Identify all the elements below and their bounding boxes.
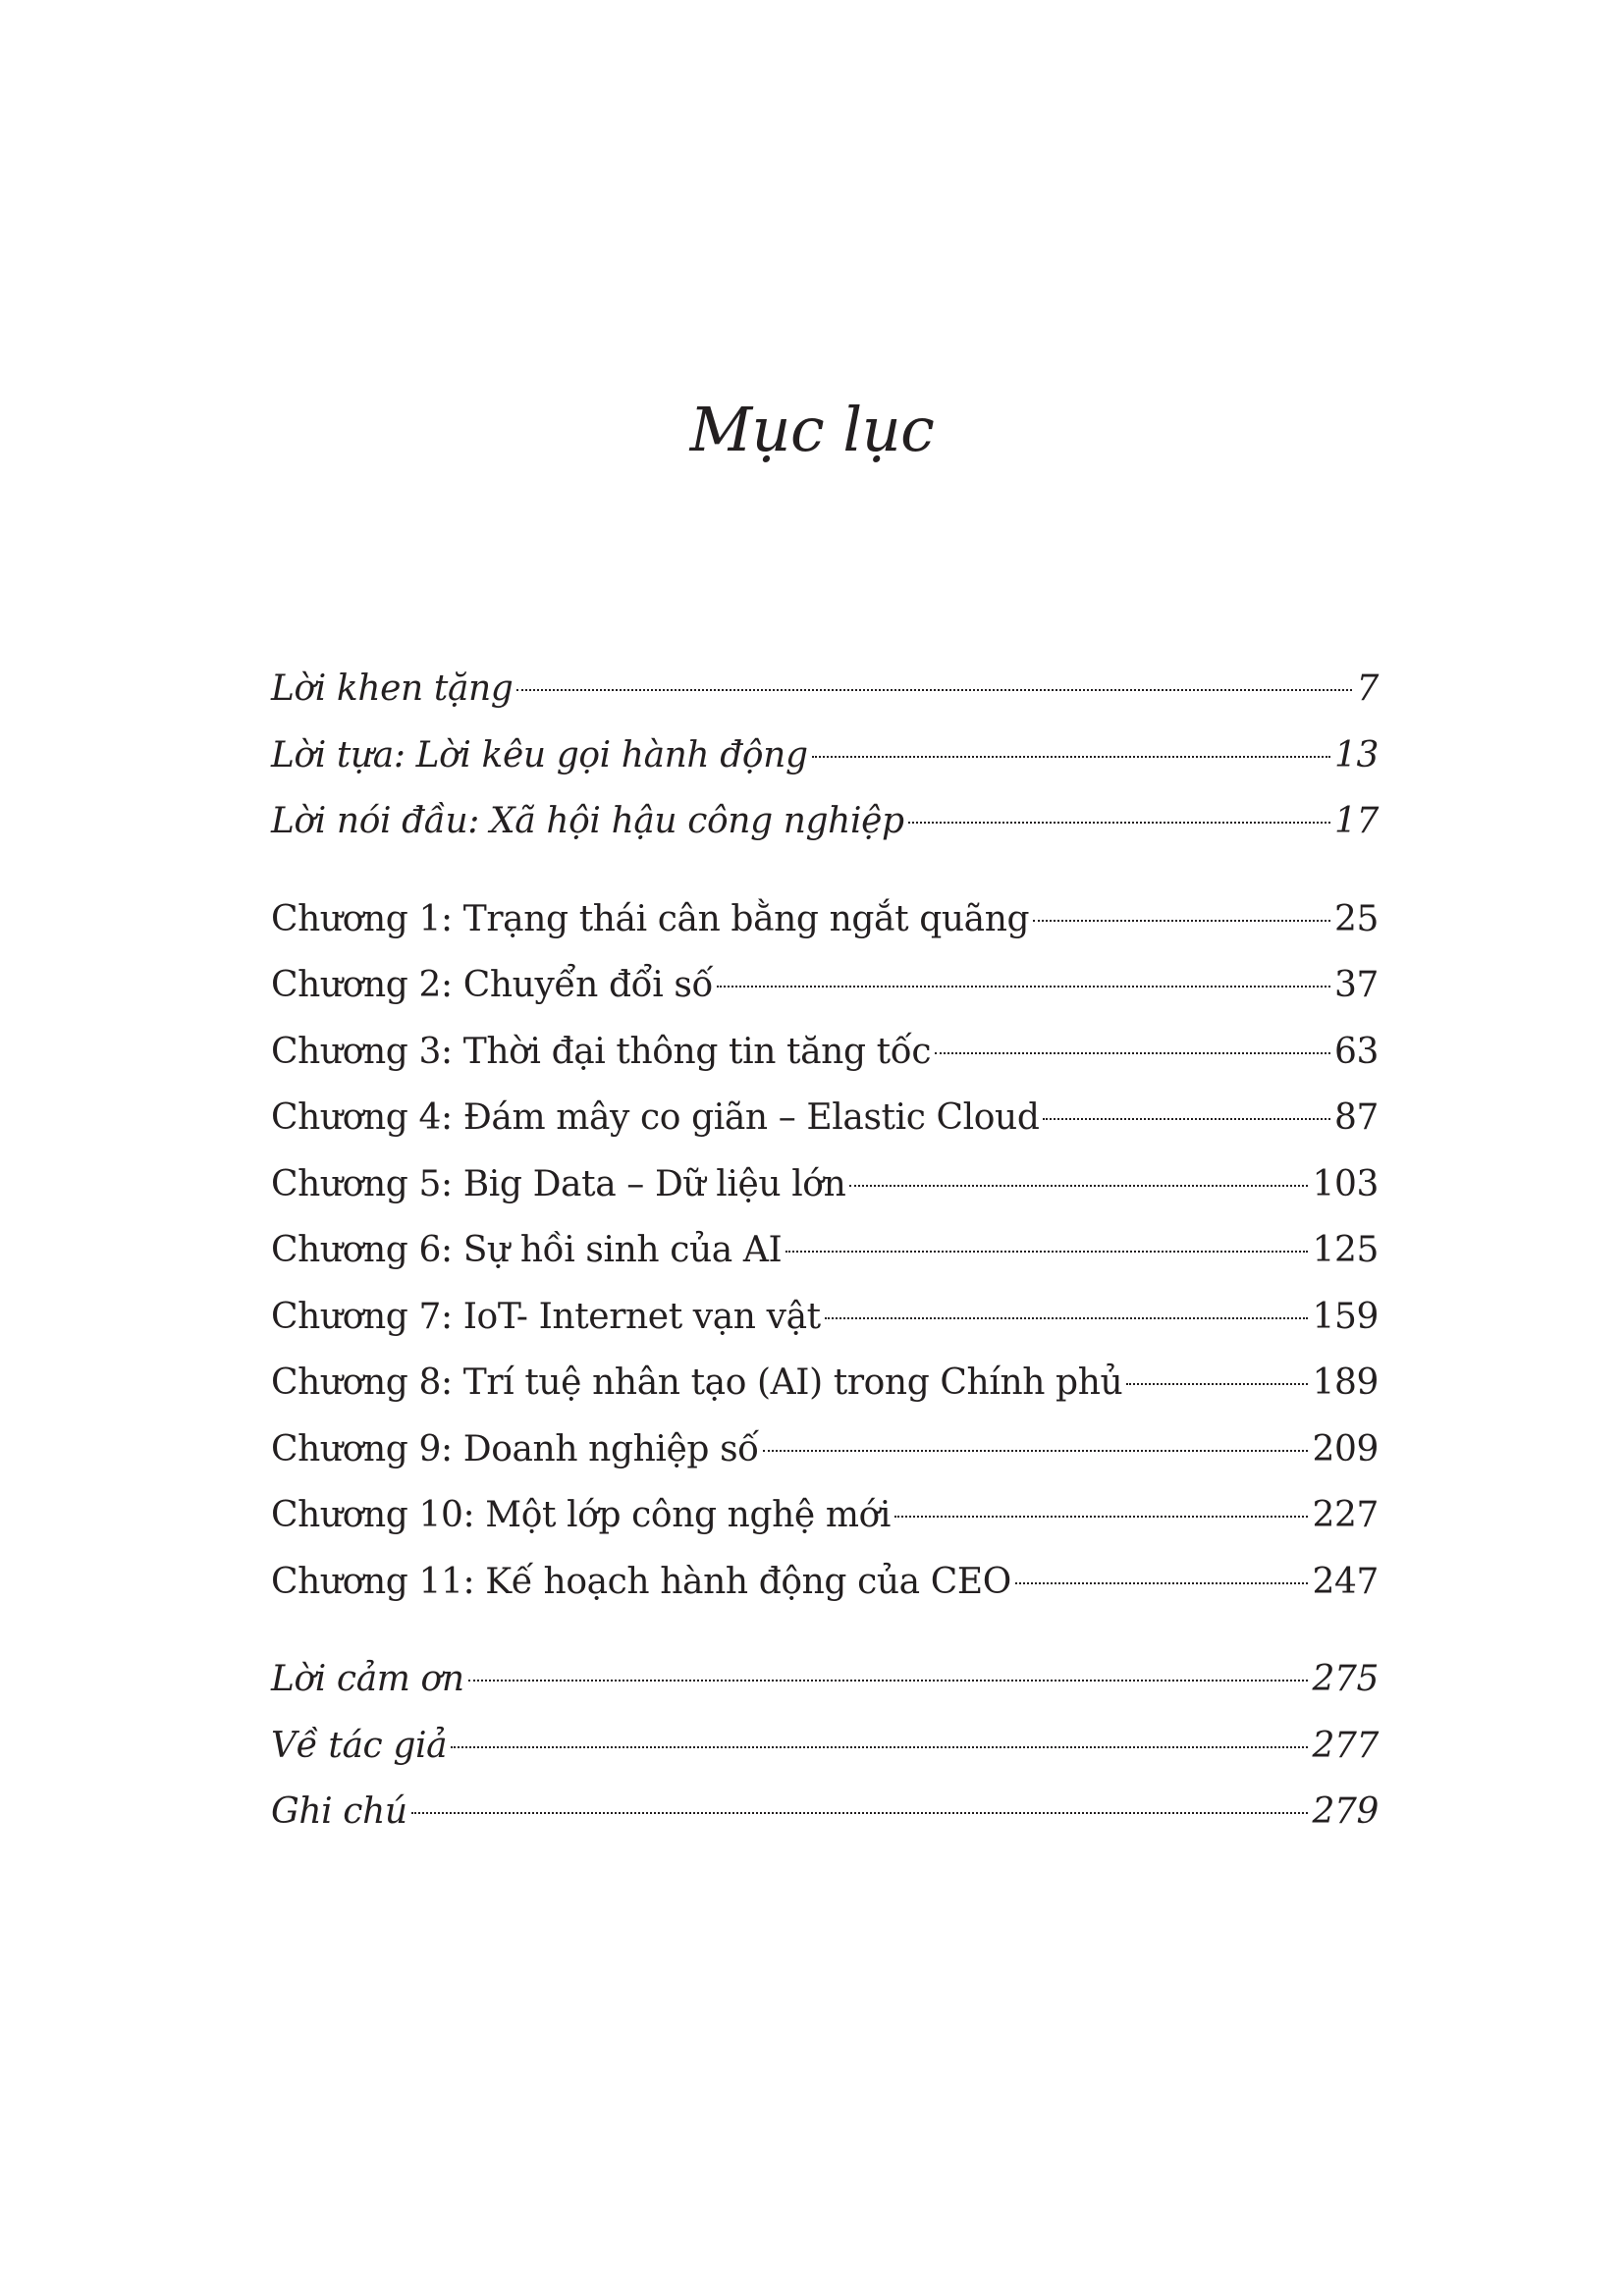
dot-leader <box>849 1185 1308 1187</box>
toc-entry[interactable] <box>271 1779 1379 1845</box>
toc-entry[interactable] <box>271 1646 1379 1713</box>
dot-leader <box>763 1450 1309 1452</box>
toc-entry-page: 189 <box>1312 1362 1379 1403</box>
dot-leader <box>908 822 1330 824</box>
toc-entry-page: 209 <box>1312 1428 1379 1469</box>
dot-leader <box>1043 1118 1330 1120</box>
toc-chapter-entry[interactable] <box>271 886 1379 953</box>
toc-entry-page: 247 <box>1312 1561 1379 1602</box>
toc-entry-page: 25 <box>1333 898 1379 939</box>
dot-leader <box>468 1680 1309 1682</box>
page-title: Mục lục <box>689 394 935 465</box>
toc-entry-label: Về tác giả <box>271 1725 448 1766</box>
toc-entry-label: Chương 5: Big Data – Dữ liệu lớn <box>271 1163 846 1204</box>
dot-leader <box>1033 920 1330 922</box>
toc-chapter-entry[interactable] <box>271 1549 1379 1616</box>
toc-entry-page: 279 <box>1312 1791 1379 1832</box>
dot-leader <box>516 689 1352 691</box>
toc-chapter-entry[interactable] <box>271 1482 1379 1549</box>
dot-leader <box>812 756 1330 758</box>
toc-entry-page: 37 <box>1333 965 1379 1005</box>
toc-entry[interactable] <box>271 788 1379 855</box>
toc-chapter-entry[interactable] <box>271 952 1379 1019</box>
dot-leader <box>451 1746 1308 1748</box>
toc-entry-page: 7 <box>1356 668 1379 709</box>
toc-entry-page: 277 <box>1312 1725 1379 1766</box>
toc-entry-page: 17 <box>1333 801 1379 841</box>
dot-leader <box>717 986 1330 988</box>
toc-entry-page: 275 <box>1312 1659 1379 1699</box>
toc-entry-label: Ghi chú <box>271 1791 407 1832</box>
toc-entry-label: Chương 7: IoT- Internet vạn vật <box>271 1296 821 1337</box>
toc-entry[interactable] <box>271 656 1379 722</box>
toc-entry-label: Chương 4: Đám mây co giãn – Elastic Cloud <box>271 1097 1040 1138</box>
dot-leader <box>825 1317 1309 1319</box>
toc-chapter-entry[interactable] <box>271 1416 1379 1483</box>
dot-leader <box>1126 1383 1308 1385</box>
toc-entry-label: Chương 11: Kế hoạch hành động của CEO <box>271 1561 1011 1602</box>
toc-entry-page: 87 <box>1333 1097 1379 1138</box>
toc-chapters <box>271 886 1379 1616</box>
toc-entry-label: Lời cảm ơn <box>271 1659 464 1699</box>
toc-entry-label: Lời khen tặng <box>271 668 514 709</box>
toc-chapter-entry[interactable] <box>271 1217 1379 1284</box>
toc-chapter-entry[interactable] <box>271 1085 1379 1151</box>
toc-chapter-entry[interactable] <box>271 1350 1379 1416</box>
toc-entry-label: Chương 8: Trí tuệ nhân tạo (AI) trong Chính phủ <box>271 1362 1123 1403</box>
toc-chapter-entry[interactable] <box>271 1284 1379 1351</box>
toc-entry-page: 13 <box>1333 734 1379 775</box>
toc-entry-page: 63 <box>1333 1031 1379 1072</box>
toc-entry-page: 103 <box>1312 1163 1379 1204</box>
toc-entry-label: Lời nói đầu: Xã hội hậu công nghiệp <box>271 801 904 841</box>
table-of-contents <box>271 656 1379 1845</box>
dot-leader <box>935 1052 1330 1054</box>
dot-leader <box>894 1516 1309 1518</box>
toc-entry-label: Chương 1: Trạng thái cân bằng ngắt quãng <box>271 898 1030 939</box>
toc-entry-label: Lời tựa: Lời kêu gọi hành động <box>271 734 808 775</box>
toc-entry-page: 125 <box>1312 1230 1379 1270</box>
toc-back-matter <box>271 1646 1379 1845</box>
toc-entry-label: Chương 10: Một lớp công nghệ mới <box>271 1495 891 1535</box>
dot-leader <box>785 1251 1308 1253</box>
toc-entry-page: 227 <box>1312 1495 1379 1535</box>
toc-entry[interactable] <box>271 722 1379 789</box>
toc-entry[interactable] <box>271 1713 1379 1780</box>
dot-leader <box>411 1812 1309 1814</box>
toc-entry-label: Chương 9: Doanh nghiệp số <box>271 1428 759 1469</box>
toc-chapter-entry[interactable] <box>271 1151 1379 1218</box>
dot-leader <box>1015 1582 1309 1584</box>
toc-chapter-entry[interactable] <box>271 1019 1379 1086</box>
toc-entry-label: Chương 3: Thời đại thông tin tăng tốc <box>271 1031 932 1072</box>
toc-entry-label: Chương 2: Chuyển đổi số <box>271 965 714 1005</box>
toc-entry-page: 159 <box>1312 1296 1379 1337</box>
toc-front-matter <box>271 656 1379 855</box>
toc-entry-label: Chương 6: Sự hồi sinh của AI <box>271 1230 783 1270</box>
